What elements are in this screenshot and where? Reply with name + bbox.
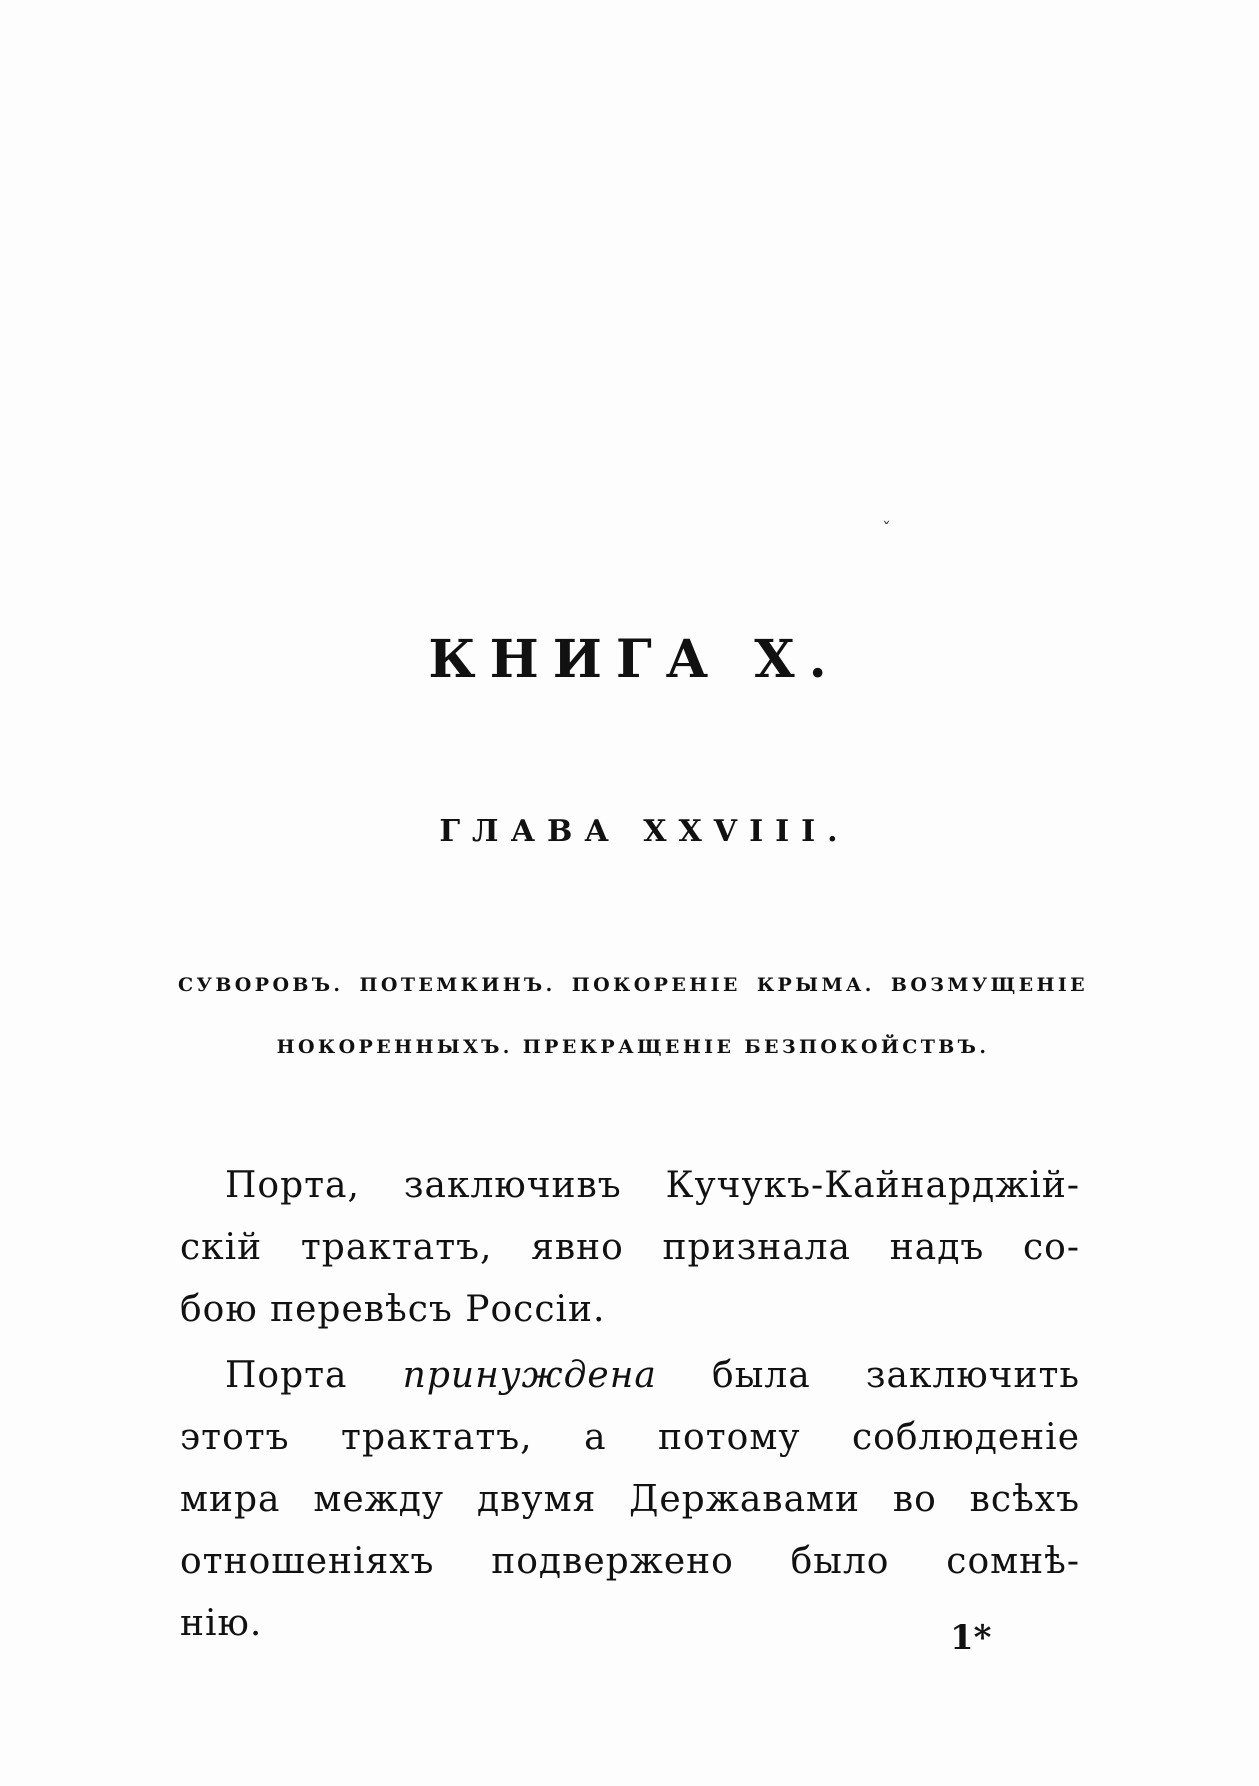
chapter-heading: ГЛАВА XXVIII. — [439, 814, 850, 849]
paragraph-1-line-3: бою перевѣсъ Россіи. — [180, 1289, 606, 1330]
paragraph-1-line-1: Порта, заключивъ Кучукъ-Кайнарджій- — [225, 1165, 1080, 1206]
paragraph-2-italic-word: принуждена — [402, 1355, 657, 1396]
paragraph-2-line-2: этотъ трактатъ, а потому соблюденіе — [180, 1417, 1080, 1458]
paragraph-2-line-1-start: Порта — [225, 1355, 403, 1396]
paragraph-2-line-1-end: была заключить — [656, 1355, 1080, 1396]
chapter-summary-line-1: СУВОРОВЪ. ПОТЕМКИНЪ. ПОКОРЕНІЕ КРЫМА. ВОЗМУЩЕНІЕ — [178, 974, 1088, 996]
body-text — [180, 1155, 1080, 1655]
chapter-summary — [178, 970, 1088, 1062]
paragraph-2-line-4: отношеніяхъ подвержено было сомнѣ- — [180, 1541, 1080, 1582]
book-heading: КНИГА X. — [428, 629, 841, 690]
paragraph-2 — [180, 1345, 1080, 1655]
paragraph-2-line-1 — [180, 1345, 1080, 1407]
ink-speck: ˇ — [882, 519, 891, 540]
paragraph-2-line-5: нію. — [180, 1603, 263, 1644]
paragraph-2-line-3: мира между двумя Державами во всѣхъ — [180, 1479, 1080, 1520]
paragraph-1-line-2: скій трактатъ, явно признала надъ со- — [180, 1227, 1080, 1268]
paragraph-1 — [180, 1155, 1080, 1341]
page-signature: 1* — [950, 1618, 992, 1658]
chapter-summary-line-2: НОКОРЕННЫХЪ. ПРЕКРАЩЕНІЕ БЕЗПОКОЙСТВЪ. — [276, 1036, 990, 1058]
